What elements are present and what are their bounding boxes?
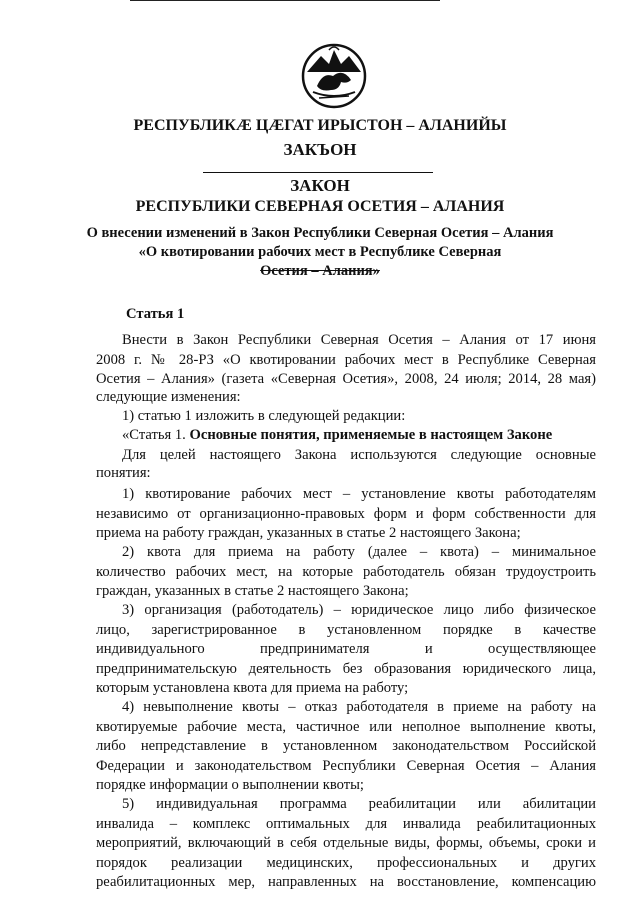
body-line: порядке информации о выполнении квоты; bbox=[96, 777, 364, 793]
republic-name-ossetic: РЕСПУБЛИКӔ ЦӔГАТ ИРЫСТОН – АЛАНИЙЫ bbox=[133, 117, 507, 134]
law-label-ossetic: ЗАКЪОН bbox=[283, 140, 357, 159]
body-line: 3) организация (работодатель) – юридическое лицо либо физическое bbox=[122, 602, 596, 618]
body-line: приема на работу граждан, указанных в статье 2 настоящего Закона; bbox=[96, 525, 521, 541]
body-line: мероприятий, включающий в себя отдельные виды, формы, объемы, сроки и bbox=[96, 835, 596, 851]
republic-name-russian: РЕСПУБЛИКИ СЕВЕРНАЯ ОСЕТИЯ – АЛАНИЯ bbox=[135, 198, 505, 215]
body-line: лицо, зарегистрированное в установленном порядке в качестве bbox=[96, 622, 596, 638]
article-heading: Статья 1 bbox=[126, 306, 185, 322]
body-line: реабилитационных мер, направленных на восстановление, компенсацию bbox=[96, 874, 596, 890]
law-title-line-3: Осетия – Алания» bbox=[260, 263, 380, 279]
body-line: 2) квота для приема на работу (далее – квота) – минимальное bbox=[122, 544, 596, 560]
body-line: либо непредставление в установленном законодательством Российской bbox=[96, 738, 596, 754]
law-title-line-1: О внесении изменений в Закон Республики Северная Осетия – Алания bbox=[86, 225, 554, 241]
article-1-title: Основные понятия, применяемые в настоящем Законе bbox=[189, 427, 553, 443]
top-edge-rule bbox=[130, 0, 440, 1]
body-line: индивидуального предпринимателя и осуществляющее bbox=[96, 641, 596, 657]
body-line: порядок реализации медицинских, профессиональных и других bbox=[96, 855, 596, 871]
body-line: предпринимательскую деятельность без образования юридического лица, bbox=[96, 661, 596, 677]
article-1-heading bbox=[122, 427, 596, 444]
body-line: которым установлена квота для приема на работу; bbox=[96, 680, 409, 696]
article-1-label: «Статья 1. bbox=[122, 427, 186, 443]
body-line: Федерации и законодательством Республики Северная Осетия – Алания bbox=[96, 758, 596, 774]
coat-of-arms-emblem bbox=[299, 42, 369, 110]
body-line: инвалида – комплекс оптимальных для инвалида реабилитационных bbox=[96, 816, 596, 832]
body-line: граждан, указанных в статье 2 настоящего Закона; bbox=[96, 583, 409, 599]
body-line: понятия: bbox=[96, 465, 151, 481]
body-line: 1) статью 1 изложить в следующей редакции: bbox=[122, 408, 406, 424]
body-line: 1) квотирование рабочих мест – установление квоты работодателям bbox=[122, 486, 596, 502]
body-line: квотируемые рабочие места, частичное или неполное выполнение квоты, bbox=[96, 719, 596, 735]
law-title-line-2: «О квотировании рабочих мест в Республике Северная bbox=[138, 244, 502, 260]
body-line: Внести в Закон Республики Северная Осетия – Алания от 17 июня bbox=[122, 332, 596, 348]
body-line: Для целей настоящего Закона используются следующие основные bbox=[122, 447, 596, 463]
body-line: 4) невыполнение квоты – отказ работодателя в приеме на работу на bbox=[122, 699, 596, 715]
law-label-russian: ЗАКОН bbox=[290, 176, 350, 195]
body-line: 2008 г. № 28-РЗ «О квотировании рабочих мест в Республике Северная bbox=[96, 352, 596, 368]
body-line: 5) индивидуальная программа реабилитации или абилитации bbox=[122, 796, 596, 812]
body-line: количество рабочих мест, на которые работодатель обязан трудоустроить bbox=[96, 564, 596, 580]
body-line: следующие изменения: bbox=[96, 389, 241, 405]
header-divider bbox=[203, 172, 433, 173]
body-line: независимо от организационно-правовых форм и форм собственности для bbox=[96, 506, 596, 522]
body-line: Осетия – Алания» (газета «Северная Осетия», 2008, 24 июля; 2014, 28 мая) bbox=[96, 371, 596, 387]
